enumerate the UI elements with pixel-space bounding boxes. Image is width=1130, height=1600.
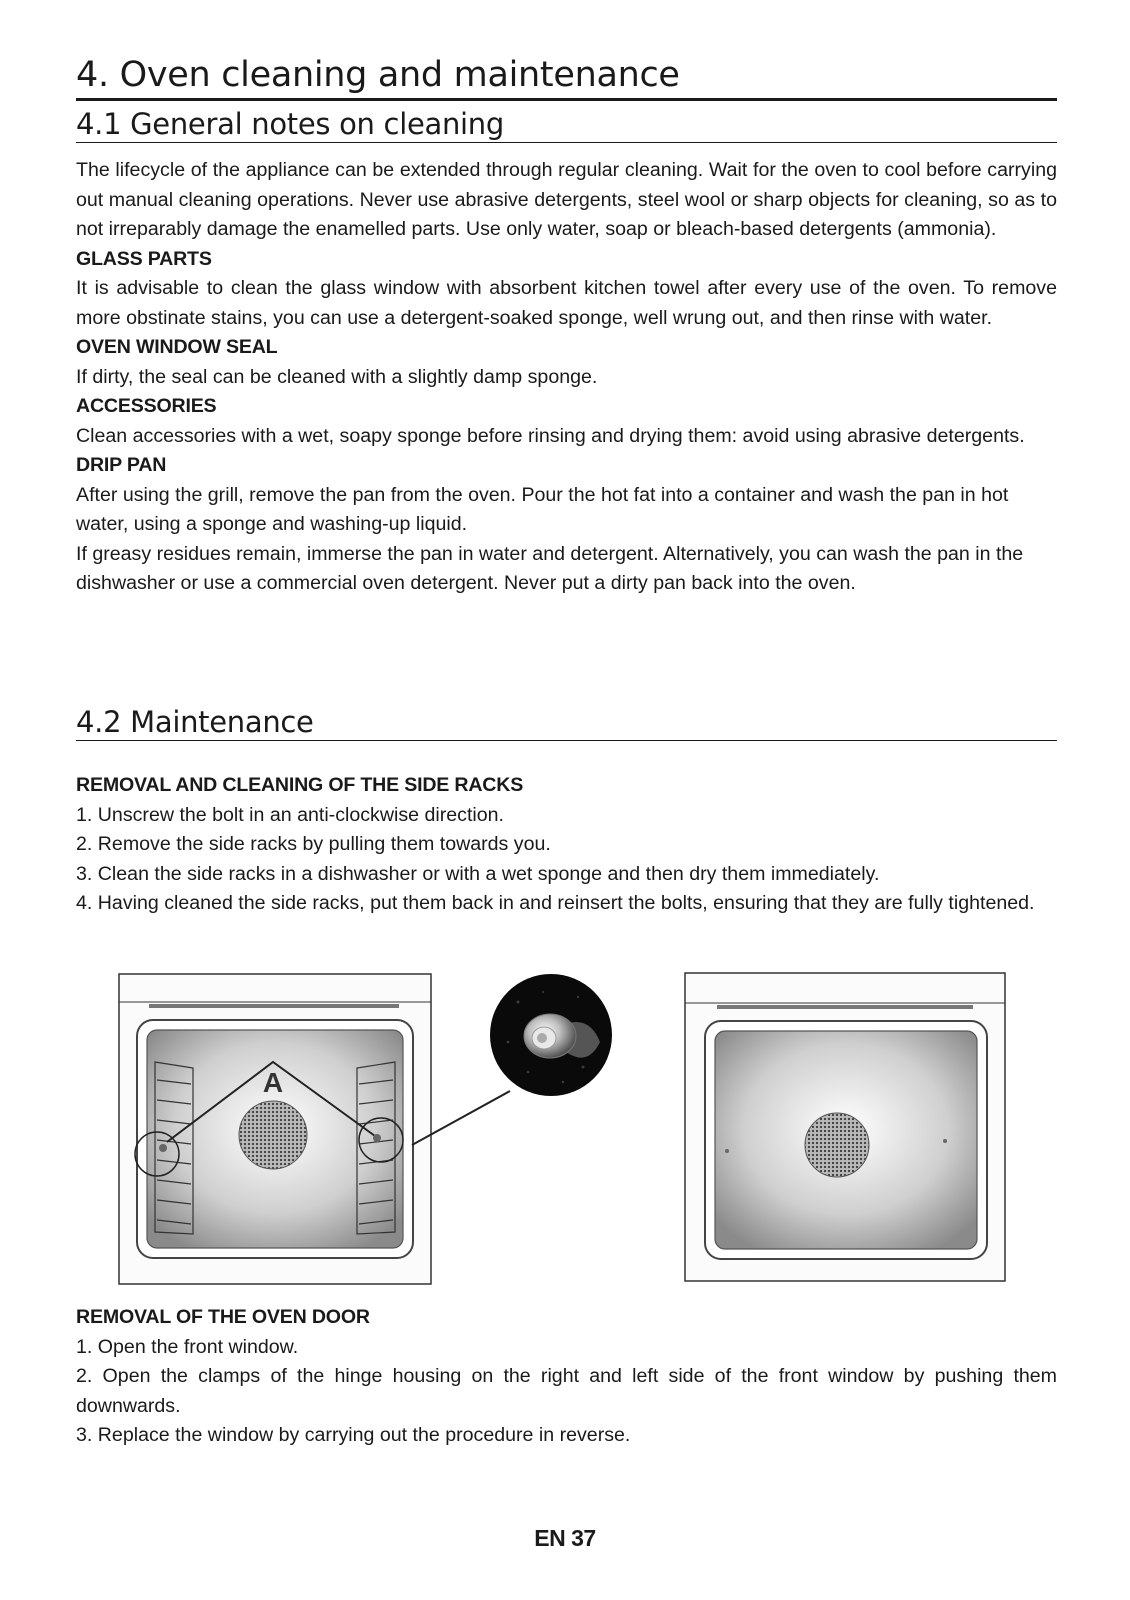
section-side-racks xyxy=(76,771,1057,919)
bolt-detail-zoom-figure xyxy=(488,972,614,1098)
side-racks-step-3: 3. Clean the side racks in a dishwasher or with a wet sponge and then dry them immediately. xyxy=(76,862,880,885)
accessories-text: Clean accessories with a wet, soapy sponge before rinsing and drying them: avoid using abrasive detergents. xyxy=(76,424,1025,447)
oven-door-step-2: 2. Open the clamps of the hinge housing on the right and left side of the front window by pushing them downwards. xyxy=(76,1365,1057,1417)
side-racks-step-4: 4. Having cleaned the side racks, put them back in and reinsert the bolts, ensuring that they are fully tightened. xyxy=(76,892,1035,914)
figure-label-a: A xyxy=(262,1067,284,1098)
oven-without-side-racks-figure xyxy=(683,965,1013,1285)
oven-window-seal-text: If dirty, the seal can be cleaned with a slightly damp sponge. xyxy=(76,365,598,388)
oven-door-heading: REMOVAL OF THE OVEN DOOR xyxy=(76,1306,370,1328)
glass-parts-text: It is advisable to clean the glass window with absorbent kitchen towel after every use of the oven. To remove more obstinate stains, you can use a detergent-soaked sponge, well wrung out, and then rinse with water. xyxy=(76,277,1057,329)
section-general-notes xyxy=(76,156,1057,599)
page-title: 4. Oven cleaning and maintenance xyxy=(76,52,1057,101)
side-racks-step-2: 2. Remove the side racks by pulling them towards you. xyxy=(76,833,551,855)
intro-paragraph: The lifecycle of the appliance can be extended through regular cleaning. Wait for the oven to cool before carrying out manual cleaning operations. Never use abrasive detergents, steel wool or sharp objects for cleaning, so as to not irreparably damage the enamelled parts. Use only water, soap or bleach-based detergents (ammonia). xyxy=(76,159,1057,240)
accessories-heading: ACCESSORIES xyxy=(76,395,217,417)
oven-window-seal-heading: OVEN WINDOW SEAL xyxy=(76,336,278,358)
drip-pan-heading: DRIP PAN xyxy=(76,454,167,476)
side-racks-step-1: 1. Unscrew the bolt in an anti-clockwise direction. xyxy=(76,803,504,826)
oven-door-step-3: 3. Replace the window by carrying out the procedure in reverse. xyxy=(76,1424,631,1446)
page-number: EN 37 xyxy=(534,1525,596,1551)
drip-pan-text-2: If greasy residues remain, immerse the pan in water and detergent. Alternatively, you can wash the pan in the dishwasher or use a commercial oven detergent. Never put a dirty pan back into the oven. xyxy=(76,542,1024,594)
drip-pan-text-1: After using the grill, remove the pan from the oven. Pour the hot fat into a container and wash the pan in hot water, using a sponge and washing-up liquid. xyxy=(76,483,1009,535)
section-oven-door xyxy=(76,1303,1057,1451)
oven-with-side-racks-figure xyxy=(115,970,435,1290)
section-heading-maintenance: 4.2 Maintenance xyxy=(76,704,1057,741)
oven-door-step-1: 1. Open the front window. xyxy=(76,1335,299,1358)
glass-parts-heading: GLASS PARTS xyxy=(76,247,212,270)
side-racks-heading: REMOVAL AND CLEANING OF THE SIDE RACKS xyxy=(76,774,524,796)
section-heading-general-notes: 4.1 General notes on cleaning xyxy=(76,106,1057,143)
